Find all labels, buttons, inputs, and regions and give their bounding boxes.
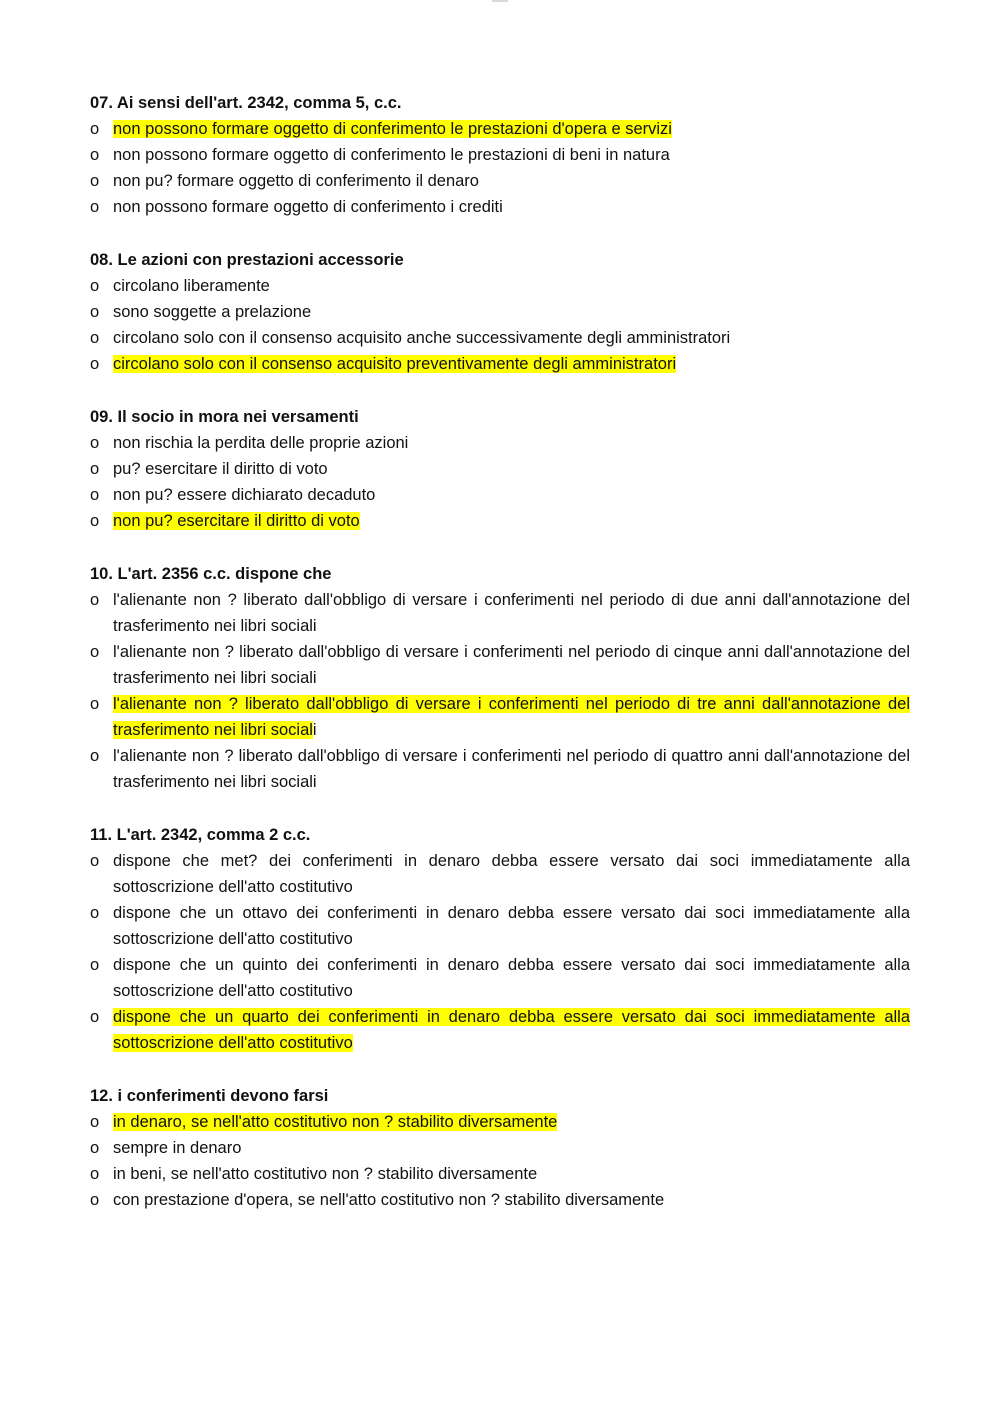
bullet-circle-icon: o — [90, 434, 100, 452]
answer-option — [90, 351, 910, 377]
answer-option — [90, 194, 910, 220]
option-text: sono soggette a prelazione — [113, 303, 312, 321]
answer-option — [90, 900, 910, 952]
answer-option — [90, 1109, 910, 1135]
option-text: l'alienante non ? liberato dall'obbligo di versare i conferimenti nel periodo di due anni dall'annotazione del trasferimento nei libri sociali — [113, 591, 910, 635]
option-text: in beni, se nell'atto costitutivo non ? stabilito diversamente — [113, 1165, 538, 1183]
answer-option — [90, 116, 910, 142]
question-title: 09. Il socio in mora nei versamenti — [90, 408, 359, 426]
answer-option — [90, 430, 910, 456]
highlighted-answer-text: in denaro, se nell'atto costitutivo non ? stabilito diversamente — [113, 1113, 558, 1131]
answer-options — [90, 273, 910, 377]
bullet-circle-icon: o — [90, 1191, 100, 1209]
bullet-circle-icon: o — [90, 172, 100, 190]
bullet-circle-icon: o — [90, 512, 100, 530]
bullet-circle-icon: o — [90, 1008, 100, 1026]
question-block-4 — [90, 561, 910, 795]
answer-options — [90, 1109, 910, 1213]
question-block-2 — [90, 247, 910, 377]
page-header-mark — [492, 0, 508, 2]
answer-option — [90, 1161, 910, 1187]
bullet-circle-icon: o — [90, 591, 100, 609]
question-title: 12. i conferimenti devono farsi — [90, 1087, 329, 1105]
bullet-circle-icon: o — [90, 329, 100, 347]
bullet-circle-icon: o — [90, 1139, 100, 1157]
answer-option — [90, 1135, 910, 1161]
question-block-5 — [90, 822, 910, 1056]
answer-option — [90, 691, 910, 743]
highlighted-answer-text: circolano solo con il consenso acquisito preventivamente degli amministratori — [113, 355, 677, 373]
bullet-circle-icon: o — [90, 1113, 100, 1131]
answer-option — [90, 952, 910, 1004]
bullet-circle-icon: o — [90, 643, 100, 661]
highlighted-answer-text: dispone che un quarto dei conferimenti in denaro debba essere versato dai soci immediatamente alla sottoscrizione dell'atto costitutivo — [113, 1008, 910, 1052]
answer-options — [90, 116, 910, 220]
bullet-circle-icon: o — [90, 146, 100, 164]
bullet-circle-icon: o — [90, 355, 100, 373]
highlighted-answer-text: non pu? esercitare il diritto di voto — [113, 512, 360, 530]
answer-option — [90, 168, 910, 194]
option-text: circolano solo con il consenso acquisito anche successivamente degli amministratori — [113, 329, 731, 347]
answer-option — [90, 848, 910, 900]
bullet-circle-icon: o — [90, 303, 100, 321]
answer-option — [90, 1187, 910, 1213]
option-text: non pu? formare oggetto di conferimento il denaro — [113, 172, 479, 190]
bullet-circle-icon: o — [90, 277, 100, 295]
answer-option — [90, 743, 910, 795]
option-text: dispone che met? dei conferimenti in denaro debba essere versato dai soci immediatamente alla sottoscrizione dell'atto costitutivo — [113, 852, 910, 896]
option-text: l'alienante non ? liberato dall'obbligo di versare i conferimenti nel periodo di cinque anni dall'annotazione del trasferimento nei libri sociali — [113, 643, 910, 687]
option-text-tail: i — [312, 721, 317, 739]
option-text: non pu? essere dichiarato decaduto — [113, 486, 376, 504]
option-text: dispone che un ottavo dei conferimenti in denaro debba essere versato dai soci immediatamente alla sottoscrizione dell'atto costitutivo — [113, 904, 910, 948]
option-text: con prestazione d'opera, se nell'atto costitutivo non ? stabilito diversamente — [113, 1191, 665, 1209]
highlighted-answer-text: l'alienante non ? liberato dall'obbligo di versare i conferimenti nel periodo di tre anni dall'annotazione del trasferimento nei libri social — [113, 695, 910, 739]
answer-option — [90, 142, 910, 168]
bullet-circle-icon: o — [90, 956, 100, 974]
answer-option — [90, 325, 910, 351]
bullet-circle-icon: o — [90, 904, 100, 922]
highlighted-answer-text: non possono formare oggetto di conferimento le prestazioni d'opera e servizi — [113, 120, 672, 138]
answer-option — [90, 1004, 910, 1056]
answer-options — [90, 848, 910, 1056]
answer-option — [90, 456, 910, 482]
option-text: l'alienante non ? liberato dall'obbligo di versare i conferimenti nel periodo di quattro anni dall'annotazione del trasferimento nei libri sociali — [113, 747, 910, 791]
bullet-circle-icon: o — [90, 1165, 100, 1183]
question-title: 07. Ai sensi dell'art. 2342, comma 5, c.c. — [90, 94, 402, 112]
question-block-6 — [90, 1083, 910, 1213]
option-text: dispone che un quinto dei conferimenti in denaro debba essere versato dai soci immediatamente alla sottoscrizione dell'atto costitutivo — [113, 956, 910, 1000]
question-block-1 — [90, 90, 910, 220]
answer-option — [90, 299, 910, 325]
option-text: non rischia la perdita delle proprie azioni — [113, 434, 409, 452]
bullet-circle-icon: o — [90, 198, 100, 216]
bullet-circle-icon: o — [90, 852, 100, 870]
bullet-circle-icon: o — [90, 120, 100, 138]
question-title: 11. L'art. 2342, comma 2 c.c. — [90, 826, 311, 844]
bullet-circle-icon: o — [90, 486, 100, 504]
answer-options — [90, 587, 910, 795]
document-page — [90, 90, 910, 1240]
option-text: non possono formare oggetto di conferimento le prestazioni di beni in natura — [113, 146, 670, 164]
question-title: 10. L'art. 2356 c.c. dispone che — [90, 565, 332, 583]
option-text: non possono formare oggetto di conferimento i crediti — [113, 198, 503, 216]
answer-option — [90, 482, 910, 508]
answer-option — [90, 587, 910, 639]
option-text: sempre in denaro — [113, 1139, 242, 1157]
option-text: pu? esercitare il diritto di voto — [113, 460, 328, 478]
bullet-circle-icon: o — [90, 460, 100, 478]
question-block-3 — [90, 404, 910, 534]
answer-option — [90, 639, 910, 691]
option-text: circolano liberamente — [113, 277, 270, 295]
answer-option — [90, 508, 910, 534]
bullet-circle-icon: o — [90, 695, 100, 713]
question-title: 08. Le azioni con prestazioni accessorie — [90, 251, 404, 269]
bullet-circle-icon: o — [90, 747, 100, 765]
question-list — [90, 90, 910, 1213]
answer-options — [90, 430, 910, 534]
answer-option — [90, 273, 910, 299]
